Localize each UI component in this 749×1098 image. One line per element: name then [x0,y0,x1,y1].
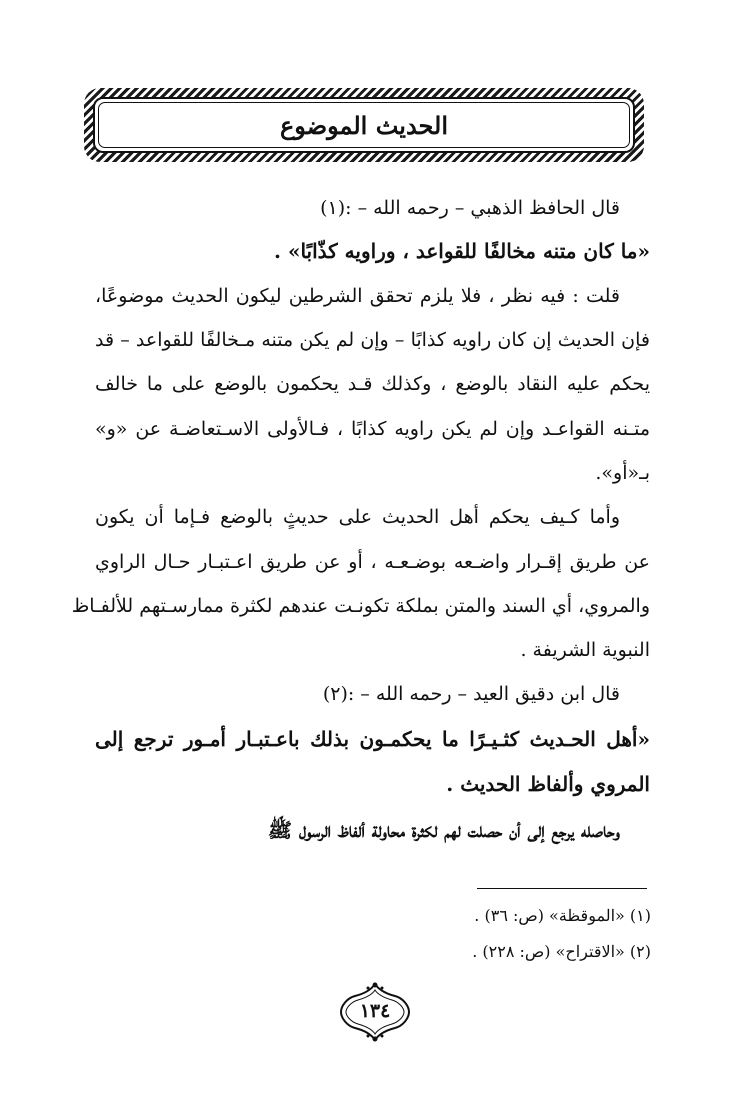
page-title: الحديث الموضوع [279,110,449,140]
page-number: ١٣٤ [359,1000,391,1022]
body-line-8: وأما كـيف يحكم أهل الحديث على حديثٍ بالوضع فـإما أن يكون [95,506,620,528]
body-line-4: فإن الحديث إن كان راويه كذابًا – وإن لم يكن متنه مـخالفًا للقواعد – قد [95,329,650,351]
body-line-3: قلت : فيه نظر ، فلا يلزم تحقق الشرطين ليكون الحديث موضوعًا، [95,285,620,307]
body-line-11: النبوية الشريفة . [520,639,650,661]
body-line-9: عن طريق إقـرار واضـعه بوضـعـه ، أو عن طريق اعـتبـار حـال الراوي [95,551,651,573]
body-line-15: وحاصله يرجع إلى أن حصلت لهم لكثرة محاولة ألفاظ الرسول ﷺ [267,818,620,842]
body-line-7: بـ«أو». [595,462,650,484]
footnotes [251,898,651,970]
footnote-2: (٢) «الاقتراح» (ص: ٢٢٨) . [472,942,651,961]
footnote-separator [477,888,647,889]
body-line-14: المروي وألفاظ الحديث . [446,772,650,796]
body-line-5: يحكم عليه النقاد بالوضع ، وكذلك قـد يحكمون بالوضع على ما خالف [95,373,650,395]
body-line-12: قال ابن دقيق العيد – رحمه الله – :(٢) [322,683,620,705]
body-line-2: «ما كان متنه مخالفًا للقواعد ، وراويه كذّابًا» . [274,239,650,263]
body-line-13: «أهل الحـديث كثـيـرًا ما يحكمـون بذلك باعـتبـار أمـور ترجع إلى [95,727,650,751]
body-line-6: متـنه القواعـد وإن لم يكن راويه كذابًا ، فـالأولى الاسـتعاضـة عن «و» [95,418,650,440]
title-frame-inner [93,97,635,153]
body-line-1: قال الحافظ الذهبي – رحمه الله – :(١) [320,197,620,219]
body-line-10: والمروي، أي السند والمتن بملكة تكونـت عندهم لكثرة ممارسـتهم للألفـاظ [71,595,650,617]
footnote-1: (١) «الموقظة» (ص: ٣٦) . [474,906,651,925]
title-frame [84,88,644,162]
